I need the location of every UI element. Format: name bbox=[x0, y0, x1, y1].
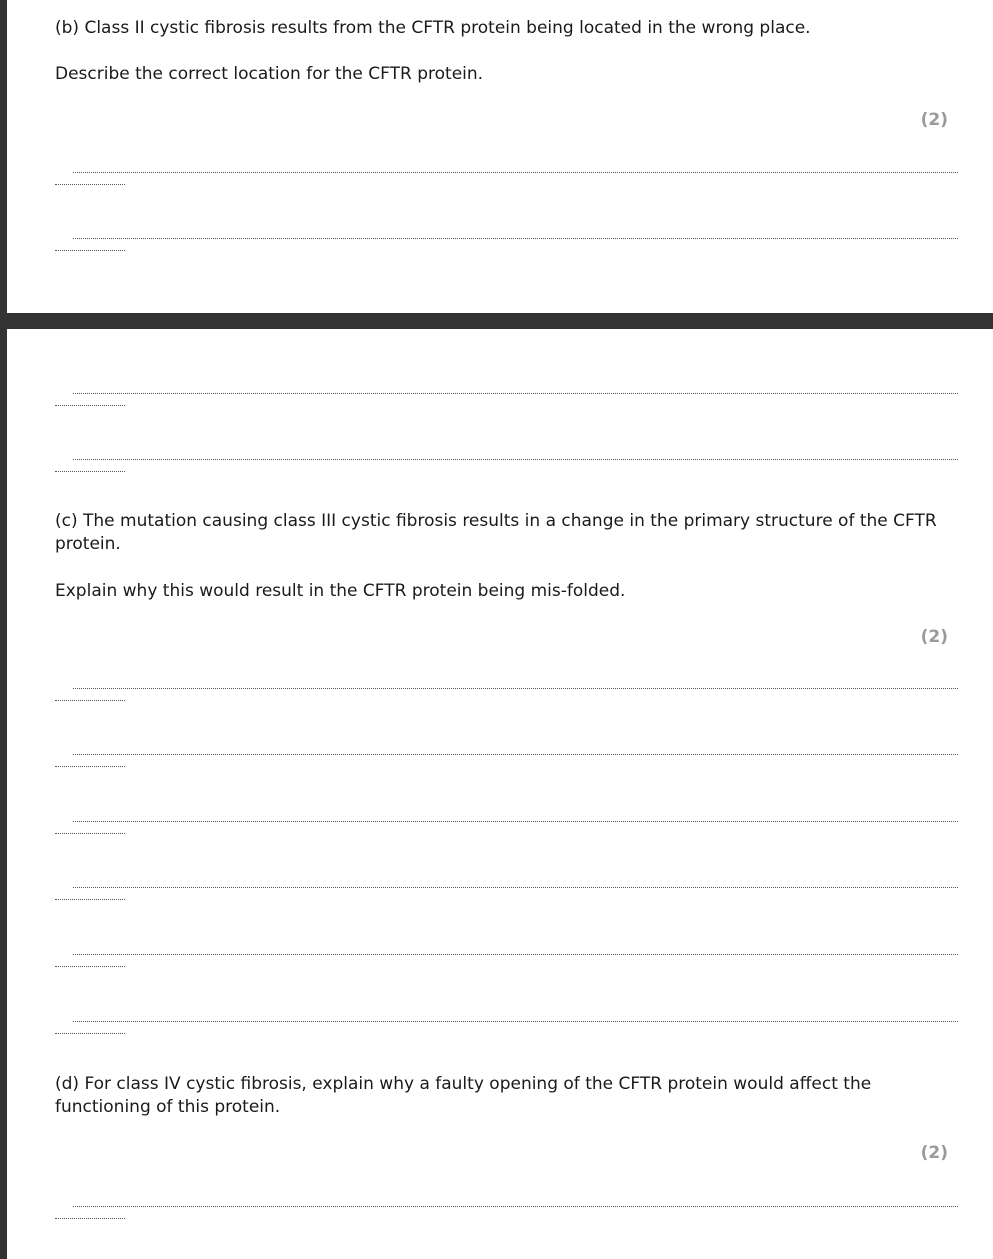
answer-line-c-5[interactable] bbox=[55, 954, 958, 968]
question-c-text: (c) The mutation causing class III cystic fibrosis results in a change in the primary structure of the CFTR protein. bbox=[55, 511, 937, 554]
answer-line-c-4[interactable] bbox=[55, 887, 958, 901]
question-b-marks: (2) bbox=[920, 110, 948, 130]
question-c-marks: (2) bbox=[920, 627, 948, 647]
answer-line-c-3[interactable] bbox=[55, 821, 958, 835]
page-break bbox=[0, 313, 993, 329]
question-b-instruction: Describe the correct location for the CFTR protein. bbox=[55, 64, 484, 84]
answer-line-b-4[interactable] bbox=[55, 459, 958, 473]
answer-line-b-1[interactable] bbox=[55, 172, 958, 186]
answer-line-c-2[interactable] bbox=[55, 754, 958, 768]
question-d-text: (d) For class IV cystic fibrosis, explain why a faulty opening of the CFTR protein would affect the functioning of this protein. bbox=[55, 1074, 872, 1117]
question-b-text: (b) Class II cystic fibrosis results from the CFTR protein being located in the wrong place. bbox=[55, 18, 811, 38]
answer-line-b-3[interactable] bbox=[55, 393, 958, 407]
answer-line-b-2[interactable] bbox=[55, 238, 958, 252]
question-c-instruction: Explain why this would result in the CFTR protein being mis-folded. bbox=[55, 581, 626, 601]
left-border bbox=[0, 0, 7, 1259]
answer-line-c-6[interactable] bbox=[55, 1021, 958, 1035]
answer-line-c-1[interactable] bbox=[55, 688, 958, 702]
question-d-marks: (2) bbox=[920, 1143, 948, 1163]
answer-line-d-1[interactable] bbox=[55, 1206, 958, 1220]
